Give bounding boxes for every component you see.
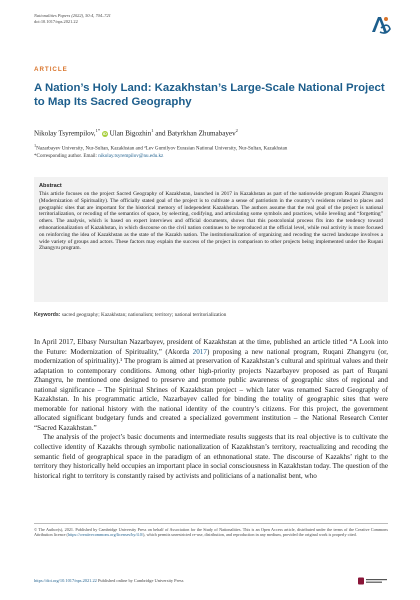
doi-link[interactable]: https://doi.org/10.1017/nps.2021.22: [34, 578, 97, 583]
article-type-label: ARTICLE: [34, 66, 68, 73]
cambridge-logo: [358, 577, 388, 585]
keywords-list: sacred geography; Kazakhstan; nationalism; territory; national territorialization: [60, 312, 227, 318]
copyright-notice: [34, 527, 388, 538]
journal-citation: Nationalities Papers (2022), 50:4, 704–721: [34, 13, 111, 18]
keywords-label: Keywords:: [34, 312, 61, 318]
affiliation-line: Nazarbayev University, Nur-Sultan, Kazakhstan and ²Lev Gumilyov Eurasian National University, Nur-Sultan, Kazakhstan: [36, 145, 288, 152]
abstract-text: This article focuses on the project Sacred Geography of Kazakhstan, launched in 2017 in Kazakhstan as part of the nationwide program Ruqani Zhangyru (Modernization of Spirituality). The officially stated goal of the project is to cultivate a sense of patriotism in the country’s residents related to places and geographic sites that are important for the historical memory of independent Kazakhstan. The authors assume that the real goal of the project is national territorialization, or recoding of the semantics of space, by selecting, codifying, and articulating some symbols and practices, while leveling and “forgetting” others. The analysis, which is based on expert interviews and official documents, shows that this postcolonial process fits into the tendency toward ethnonationalization of Kazakhstan, in which discourse on the civil nation continues to be reproduced at the official level, while real activity is more focused on reinforcing the idea of Kazakhstan as the state of the Kazakh nation. The institutionalization of organizing and recoding the sacred landscape involves a wide variety of groups and actors. These factors may explain the success of the project in comparison to other projects being implemented under the Ruqani Zhangyru program.: [39, 191, 383, 252]
abstract-heading: Abstract: [39, 183, 62, 189]
email-link[interactable]: nikolay.tsyrempilov@nu.edu.kz: [98, 152, 164, 159]
asn-logo: [368, 14, 392, 36]
copyright-text: © The Author(s), 2021. Published by Cambridge University Press on behalf of Association for the Study of Nationalities. This is an Open Access article, distributed under the terms of the Creative Commons Attribution licence (: [34, 527, 388, 538]
page-footer: [34, 576, 388, 586]
journal-doi: doi:10.1017/nps.2021.22: [34, 18, 78, 24]
journal-meta: [34, 13, 274, 24]
citation-link[interactable]: 2017: [192, 347, 207, 356]
author-zhumabayev[interactable]: and Batyrkhan Zhumabayev: [153, 129, 236, 138]
orcid-icon[interactable]: iD: [102, 131, 107, 137]
footer-divider: [34, 523, 388, 524]
affiliations: [34, 142, 394, 160]
author-tsyrempilov[interactable]: Nikolay Tsyrempilov,: [34, 129, 96, 138]
article-title: A Nation’s Holy Land: Kazakhstan’s Large-Scale National Project to Map Its Sacred Geography: [34, 82, 385, 108]
author-superscript: 1*: [95, 128, 101, 133]
license-link[interactable]: https://creativecommons.org/licenses/by/4.0/: [67, 532, 144, 538]
body-paragraph: The analysis of the project’s basic documents and intermediate results suggests that its real objective is to cultivate the collective identity of Kazakhs through symbolic nationalization of Kazakhstan’s territory, reactualizing and recoding the semantic field of geographical space in the paradigm of an ethnonational state. The discourse of Kazakhs’ right to the territory they historically held occupies an important place in social consciousness in Kazakhstan today. The question of the historical right to territory is constantly raised by activists and politicians of a nationalist bent, who: [34, 433, 388, 480]
affiliation-superscript: 1: [34, 143, 37, 148]
published-online-text: Published online by Cambridge University Press: [96, 578, 184, 583]
corresponding-author-label: *Corresponding author. Email:: [34, 152, 99, 159]
author-superscript: 2: [235, 128, 238, 133]
copyright-text: ), which permits unrestricted re-use, distribution, and reproduction in any medium, provided the original work is properly cited.: [143, 532, 357, 538]
body-paragraph: [34, 338, 388, 433]
abstract-box: [34, 177, 388, 302]
author-list: [34, 126, 394, 138]
author-superscript: 1: [151, 128, 154, 133]
keywords: [34, 312, 388, 319]
body-text-run: In April 2017, Elbasy Nursultan Nazarbayev, president of Kazakhstan at the time, published an article titled “A Look into the Future: Modernization of Spirituality,” (Akorda: [34, 338, 388, 356]
body-text-run: ) proposing a new national program, Ruqani Zhangyru (or, modernization of spirituality).¹ The program is aimed at preservation of Kazakhstan’s cultural and spiritual values and their adaptation to contemporary conditions. Among other high-priority projects Nazarbayev proposed as part of Ruqani Zhangyru, he mentioned one designed to preserve and promote public awareness of geographic sites of regional and national significance – The Spiritual Shrines of Kazakhstan project – which later was renamed Sacred Geography of Kazakhstan. In his programmatic article, Nazarbayev called for binding the totality of geographic sites that were memorable for national history with the national identity of the country’s citizens. For this project, the government allocated significant budgetary funds and created a specialized government institution – the National Research Center “Sacred Kazakhstan.”: [34, 347, 388, 432]
article-body: [34, 338, 388, 481]
author-bigozhin[interactable]: Ulan Bigozhin: [107, 129, 152, 138]
